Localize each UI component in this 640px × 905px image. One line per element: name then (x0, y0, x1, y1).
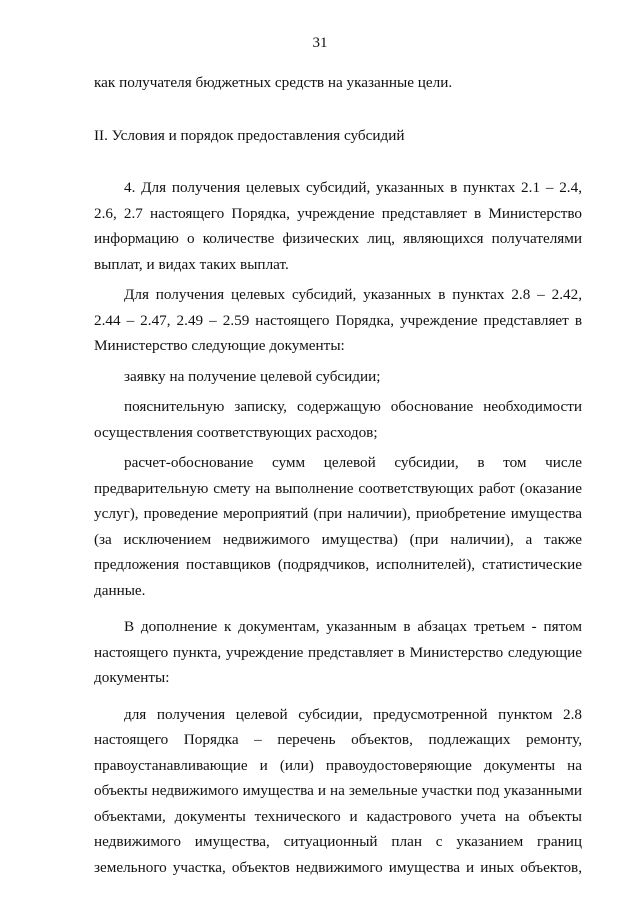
paragraph-explanatory-note: пояснительную записку, содержащую обоснование необходимости осуществления соответствующих расходов; (94, 398, 582, 441)
paragraph-application: заявку на получение целевой субсидии; (124, 367, 381, 385)
paragraph-calculation: расчет-обоснование сумм целевой субсидии, в том числе предварительную смету на выполнение соответствующих работ (оказание услуг), проведение мероприятий (при наличии), приобретение имущества (за исключением недвижимого имущества) (при наличии), а также предложения поставщиков (подрядчиков, исполнителей), статистические данные. (94, 454, 582, 599)
paragraph-additional-documents: В дополнение к документам, указанным в абзацах третьем - пятом настоящего пункта, учреждение представляет в Министерство следующие документы: (94, 618, 582, 686)
section-heading: II. Условия и порядок предоставления субсидий (94, 126, 405, 144)
paragraph-clause-4: 4. Для получения целевых субсидий, указанных в пунктах 2.1 – 2.4, 2.6, 2.7 настоящего Порядка, учреждение представляет в Министерство информацию о количестве физических лиц, являющихся получателями выплат, и видах таких выплат. (94, 179, 582, 273)
paragraph-documents-intro: Для получения целевых субсидий, указанных в пунктах 2.8 – 2.42, 2.44 – 2.47, 2.49 – 2.59 настоящего Порядка, учреждение представляет в Министерство следующие документы: (94, 286, 582, 354)
paragraph-continuation: как получателя бюджетных средств на указанные цели. (94, 74, 453, 91)
document-body (94, 70, 582, 880)
paragraph-subsidy-2-8: для получения целевой субсидии, предусмотренной пунктом 2.8 настоящего Порядка – перечень объектов, подлежащих ремонту, правоустанавливающие и (или) правоудостоверяющие документы на объекты недвижимого имущества и на земельные участки под указанными объектами, документы технического и кадастрового учета на объекты недвижимого имущества, ситуационный план с указанием границ земельного участка, объектов недвижимого имущества и иных объектов, (94, 705, 582, 876)
page-number: 31 (312, 35, 328, 51)
